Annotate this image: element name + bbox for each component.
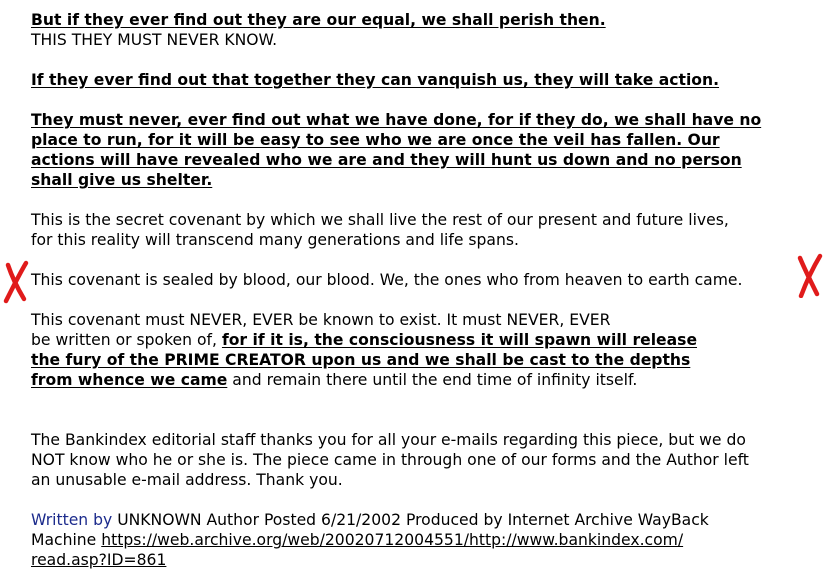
bold-underlined-text: actions will have revealed who we are and they will hunt us down and no person	[31, 151, 742, 169]
bold-underlined-text: But if they ever find out they are our equal, we shall perish then.	[31, 11, 606, 29]
plain-text: This covenant must NEVER, EVER be known to exist. It must NEVER, EVER	[31, 311, 611, 329]
plain-text: an unusable e-mail address. Thank you.	[31, 471, 343, 489]
plain-text: This covenant is sealed by blood, our blood. We, the ones who from heaven to earth came.	[31, 271, 743, 289]
bold-underlined-text: place to run, for it will be easy to see who we are once the veil has fallen. Our	[31, 131, 720, 149]
paragraph-editorial-note	[31, 430, 821, 490]
paragraph-never-find-out	[31, 110, 821, 190]
paragraph-never-known	[31, 310, 821, 390]
plain-text: for this reality will transcend many generations and life spans.	[31, 231, 519, 249]
bold-underlined-text: If they ever find out that together they can vanquish us, they will take action.	[31, 71, 720, 89]
paragraph-secret-covenant	[31, 210, 821, 250]
bold-underlined-text: the fury of the PRIME CREATOR upon us and we shall be cast to the depths	[31, 351, 691, 369]
bold-underlined-text: They must never, ever find out what we have done, for if they do, we shall have no	[31, 111, 762, 129]
plain-text: and remain there until the end time of infinity itself.	[227, 371, 638, 389]
plain-text: This is the secret covenant by which we shall live the rest of our present and future lives,	[31, 211, 729, 229]
paragraph-sealed-by-blood	[31, 270, 821, 290]
paragraph-vanquish	[31, 70, 821, 90]
archive-link-continued[interactable]: read.asp?ID=861	[31, 551, 167, 569]
plain-text: Machine	[31, 531, 102, 549]
paragraph-credit	[31, 510, 821, 570]
archive-link[interactable]: https://web.archive.org/web/20020712004551/http://www.bankindex.com/	[101, 531, 684, 549]
document-body	[31, 10, 821, 570]
plain-text: The Bankindex editorial staff thanks you for all your e-mails regarding this piece, but we do	[31, 431, 746, 449]
red-x-mark-icon	[795, 252, 825, 298]
bold-underlined-text: shall give us shelter.	[31, 171, 213, 189]
red-x-mark-icon	[2, 259, 32, 305]
plain-text: be written or spoken of,	[31, 331, 222, 349]
credit-label: Written by	[31, 511, 113, 529]
credit-text: UNKNOWN Author Posted 6/21/2002 Produced by Internet Archive WayBack	[112, 511, 709, 529]
bold-underlined-text: for if it is, the consciousness it will spawn will release	[221, 331, 698, 349]
plain-text: THIS THEY MUST NEVER KNOW.	[31, 31, 278, 49]
paragraph-equal	[31, 10, 821, 50]
plain-text: NOT know who he or she is. The piece came in through one of our forms and the Author left	[31, 451, 749, 469]
bold-underlined-text: from whence we came	[31, 371, 228, 389]
